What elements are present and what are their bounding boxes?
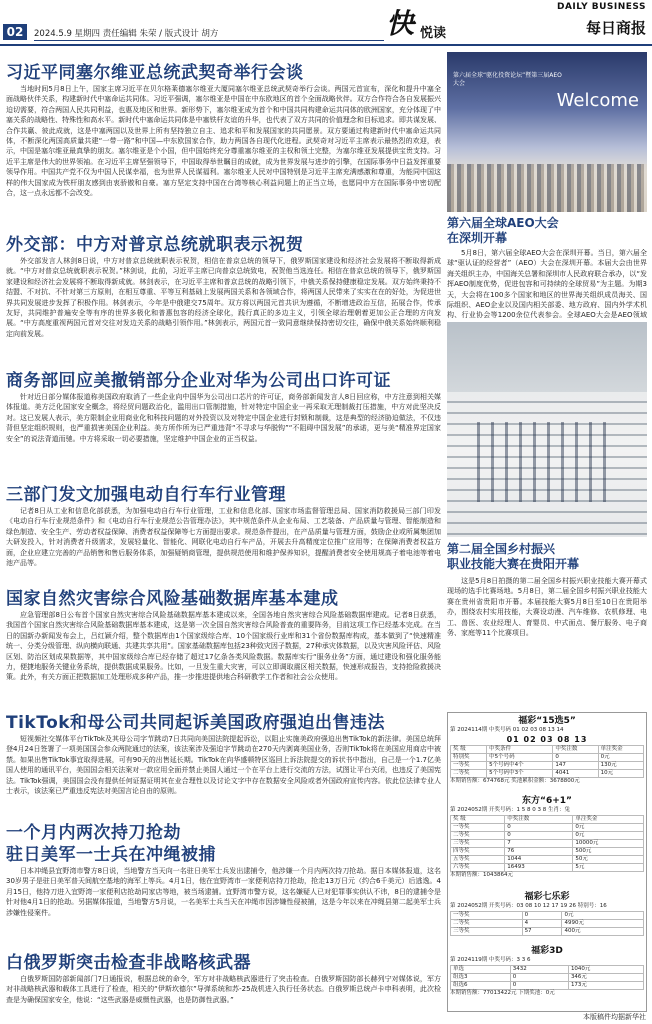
lottery-table <box>450 815 644 872</box>
table-cell: 147 <box>553 761 598 769</box>
section-title: 快 <box>386 7 415 40</box>
lottery-table <box>450 911 644 936</box>
table-row <box>451 815 644 823</box>
table-cell: 单注奖金 <box>573 815 644 823</box>
table-row <box>451 973 644 981</box>
lottery-issue-line: 第 2024119期 中奖号码：3 3 6 <box>450 957 531 963</box>
table-cell: 一等奖 <box>451 911 523 919</box>
article-xi-vucic <box>6 62 441 230</box>
table-cell: 二等奖 <box>451 919 523 927</box>
article-title: 白俄罗斯突击检查非战略核武器 <box>6 953 251 973</box>
table-cell: 0 <box>510 981 568 989</box>
table-cell: 500元 <box>573 847 644 855</box>
lottery-title: 福彩七乐彩 <box>524 892 570 902</box>
table-cell: 0 <box>553 753 598 761</box>
lottery-note: 本期销售额：77013422元 下期奖池：0元 <box>450 989 555 996</box>
article-body: 针对近日部分媒体报道称美国政府取消了一些企业向中国华为公司出口芯片的许可证，商务部新闻发言人8日回应称，中方注意到相关媒体报道。美方泛化国家安全概念，将经贸问题政治化，滥用出口管制措施，针对特定中国企业一再采取无理制裁打压措施，中方对此坚决反对。这已发展人表示，美方限制企业用商业化和科技问题的对外投资以及对特定中国企业进行封锁和制裁，这是典型的经济胁迫做法，不仅违背但坚定组织规则，也严重损害美国企业利益。美方所作所为已严重违背“不寻求与华脱钩”“不阻碍中国发展”的承诺，更与美“精准界定国家安全”的说法背道而驰。中方将采取一切必要措施，坚定维护中国企业的正当权益。 <box>6 393 441 443</box>
lottery-results-box <box>447 712 647 1012</box>
table-cell: 7 <box>505 839 573 847</box>
story-title-rural: 第二届全国乡村振兴 职业技能大赛在贵阳开幕 <box>447 542 580 571</box>
lottery-note: 本期销售额：674768元 奖池累积金额：3678800元 <box>450 777 580 784</box>
table-row <box>451 769 644 777</box>
article-ebike <box>6 484 441 568</box>
table-cell: 4 <box>522 919 562 927</box>
article-title: 习近平同塞尔维亚总统武契奇举行会谈 <box>6 63 304 83</box>
lottery-table <box>450 965 644 990</box>
lottery-issue-line: 第 2024052期 开奖号码：1 5 8 0 3 8 生肖：兔 <box>450 807 570 813</box>
photo-banner-text: 第六届全球“驱化投资论坛”暨第三届AEO大会 <box>453 72 562 87</box>
table-cell: 中奖注数 <box>505 815 573 823</box>
article-title: 商务部回应美撤销部分企业对华为公司出口许可证 <box>6 371 391 391</box>
table-row <box>451 745 644 753</box>
article-body: 短视频社交媒体平台TikTok及其母公司字节跳动7日共同向美国法院提起诉讼，以阻止实施美政府强迫出售TikTok的新法律。美国总统拜登4月24日签署了一项美国国会参众两院通过的法案，该法案涉及强迫字节跳动在270天内剥离美国业务，否则TikTok将在美国应用商店中被禁。如果出售TikTok事宜取得进展，可有90天的出售延长期。TikTok在向华盛顿特区巡回上诉法院提交的诉状书中指出，自己是一个1.7亿美国人使用的通讯平台，美国国会相关法案对一款应用全面并禁止美国人通过一个在平台上进行交流的方法，试图让平台关闭，也违反了美国宪法。TikTok强调，美国国会没有提供任何证据证明其在业合理性以及讨论文字中存在数据安全风险或者外国政府宣传内容。依此位法律专业人士表示，该法案已严重违反宪法对美国言论自由的原则。 <box>6 735 441 796</box>
lottery-numbers: 01 02 03 08 13 <box>506 734 588 744</box>
article-tiktok <box>6 712 441 796</box>
table-cell: 三等奖 <box>451 839 505 847</box>
table-cell: 0 <box>505 823 573 831</box>
table-row <box>451 839 644 847</box>
article-okinawa <box>6 822 441 939</box>
table-row <box>451 863 644 871</box>
table-cell: 中5个号码 <box>487 753 553 761</box>
article-title: 外交部：中方对普京总统就职表示祝贺 <box>6 235 304 255</box>
table-cell: 76 <box>505 847 573 855</box>
table-cell: 173元 <box>568 981 643 989</box>
table-row <box>451 831 644 839</box>
brand-english: DAILY BUSINESS <box>556 2 646 12</box>
table-row <box>451 761 644 769</box>
article-body: 应急管理部8日公布首个国家自然灾害综合风险基础数据库基本建成以来，全国各地自然灾害综合风险基础数据库建成。记者8日获悉，我国首个国家自然灾害综合风险基础数据库基本建成，这是第一次全国自然灾害综合风险普查的重要阵务，目前这项工作已经基本完成。在当日的国新办新闻发布会上，吕红颖介绍，整个数据库由1个国家级综合库、10个国家级行业库和31个省份数据库构成，基本做到了“快速精准统一、分类分级管理、纵向横向联通、共建共享共用”。国家基础数据库包括23种致灾因子数据，27种承灾体数据，以及灾害风险评估、风险区划、防治区划成果数据等，其中国家级综合库已经存储了超过17亿条各类风险数据。数据库实行“服务业务”方面，通过建设和强化服务能力，便捷地服务关键业务系统，提供数据成果服务。比如，一旦发生重大灾害，可以立即调取震区相关数据，快速形成报告，支持抢险救援决策。此外，有关方面正把数据加工处理形成多种产品，推一步推进提供地合科研教学工作者和社会公众使用。 <box>6 611 441 682</box>
table-cell: 400元 <box>562 927 644 935</box>
story-title-aeo: 第六届全球AEO大会 在深圳开幕 <box>447 216 559 245</box>
article-body: 白俄罗斯国防部新闻部门7日通报说，根据总统的命令，军方对非战略核武器进行了突击检查。白俄罗斯国防部长赫列宁对媒体说，军方对非战略核武器和载体工具进行了检查，相关的“伊斯坎德尔”导弹系统和苏-25战机进入执行任务状态。白俄罗斯总统卢卡申科表明，此次检查是为确保国家安全，他说：“这些武器是威慑性武器，也是防御性武器。” <box>6 975 441 1004</box>
table-cell: 5个号码中3个 <box>487 769 553 777</box>
table-cell: 单选 <box>451 965 511 973</box>
table-cell: 0 <box>505 831 573 839</box>
article-mfa-putin <box>6 234 441 360</box>
lottery-issue-line: 第 2024114期 中奖号码 01 02 03 08 13 14 <box>450 727 564 733</box>
aeo-conference-photo <box>447 52 647 212</box>
article-belarus <box>6 952 441 1005</box>
lottery-table <box>450 745 644 778</box>
article-title: 一个月内两次持刀抢劫 驻日美军一士兵在冲绳被捕 <box>6 823 216 865</box>
table-cell: 四等奖 <box>451 847 505 855</box>
article-body: 当地时间5月8日上午，国家主席习近平在贝尔格莱德塞尔维亚大厦同塞尔维亚总统武契奇举行会谈。两国元首宣布，深化和提升中塞全面战略伙伴关系，构建新时代中塞命运共同体。习近平强调，塞尔维亚是中国在中东欧地区的首个全面战略伙伴。双方合作符合各自发展振兴迫切需要，符合两国人民共同利益，也惠及地区和世界。新形势下，塞尔维亚成为首个和中国共同构建命运共同体的欧洲国家，充分体现了中塞关系的战略性、特殊性和高水平。新时代中塞命运共同体是中塞铁杆友谊的升华，也代表了双方共同的价值理念和目标追求。即共谋发展、合作共赢、彼此成就，这是中塞两国以及世界上所有坚持独立自主、追求和平和发展国家的共同愿景。双方要通过构建新时代中塞命运共同体，不断深化两国高质量共建“一带一路”和中国—中东欧国家合作，助力两国各自现代化进程。武契奇对习近平主席表示最热烈的欢迎，表示，中国是塞尔维亚最真挚的朋友。塞尔维亚是个小国，但中国始终充分尊重塞尔维亚的主权和领土完整，为塞尔维亚发展提供宝贵支持。习近平主席是伟大的世界领袖。在习近平主席坚强领导下，中国取得举世瞩目的成就，成为世界发展与进步的引擎，在国际事务中日益发挥重要领导作用。中国共产党不仅为中国人民谋幸福，也为世界人民谋福利。塞尔维亚人民对中国特别是习近平主席充满感激和尊重，为能同中国这样的伟大国家成为铁杆朋友感到由衷骄傲和自豪。塞方坚定支持中国在台湾等核心利益问题上的正当立场，也愿同中方在国际事务中密切配合，这一点永远都不会改变。 <box>6 85 441 198</box>
table-cell: 1040元 <box>568 965 643 973</box>
lottery-dongfang-6plus1 <box>450 795 644 879</box>
lottery-qilecai <box>450 891 644 936</box>
table-cell: 57 <box>522 927 562 935</box>
article-title: 三部门发文加强电动自行车行业管理 <box>6 485 286 505</box>
table-cell: 二等奖 <box>451 831 505 839</box>
table-cell: 一等奖 <box>451 823 505 831</box>
table-cell: 4990元 <box>562 919 644 927</box>
photo-welcome-text: Welcome <box>556 90 639 111</box>
table-row <box>451 981 644 989</box>
table-cell: 4041 <box>553 769 598 777</box>
table-cell: 10元 <box>598 769 643 777</box>
lottery-note: 本期销售额：1043864元 <box>450 871 513 878</box>
lottery-title: 东方“6+1” <box>522 796 572 806</box>
lottery-15x5 <box>450 715 644 785</box>
table-cell: 1044 <box>505 855 573 863</box>
article-body: 记者8日从工业和信息化部获悉，为加强电动自行车行业管理，工业和信息化部、国家市场监督管理总局、国家消防救援局三部门印发《电动自行车行业规范条件》和《电动自行车行业规范公告管理办法》，其中规范条件从企业布局、工艺装备、产品质量与管理、智能制造和绿色制造、安全生产、劳动者权益保障、消费者权益保障等七方面提出要求。规范条件提出，在产品质量与管理方面，鼓励企业或所属集团加大研发投入，针对消费者升级需求，发展轻量化、智能化、网联化电动自行车产品，开展去升高精度定位推广应用等；在保障消费者权益方面，企业应建立完善的产品销售和售后服务体系，加强疑销商管理，提供规范使用和维护保养知识，提醒消费者安全使用规高子着电池等着电池产品等。 <box>6 507 441 568</box>
table-cell: 二等奖 <box>451 769 487 777</box>
table-row <box>451 927 644 935</box>
table-cell: 0 <box>522 911 562 919</box>
story-body-rural: 这是5月8日拍摄的第二届全国乡村振兴职业技能大赛开幕式现场的选手比赛场地。5月8日，第二届全国乡村振兴职业技能大赛在贵州省贵阳市开幕。本届技能大赛5月8日至10日在贵阳举办，围绕农村实用技能，大赛设动漫、汽车维修、农机修理、电工、兽医、农业经理人、育婴员、中式面点、餐厅服务、电子商务、家庭等11个比赛项目。 <box>447 577 647 638</box>
table-cell: 50元 <box>573 855 644 863</box>
contestants-silhouettes <box>477 422 617 502</box>
table-cell: 组选3 <box>451 973 511 981</box>
table-cell: 中奖条件 <box>487 745 553 753</box>
issue-info: 2024.5.9 星期四 责任编辑 朱荣 / 版式设计 胡方 <box>34 29 219 39</box>
section-subtitle: 悦读 <box>420 26 447 41</box>
table-cell: 组选6 <box>451 981 511 989</box>
table-row <box>451 919 644 927</box>
table-row <box>451 911 644 919</box>
table-row <box>451 753 644 761</box>
table-cell: 5元 <box>573 863 644 871</box>
page-number: 02 <box>3 24 27 40</box>
table-cell: 5个号码中4个 <box>487 761 553 769</box>
table-cell: 0 <box>510 973 568 981</box>
table-cell: 三等奖 <box>451 927 523 935</box>
table-cell: 奖 级 <box>451 745 487 753</box>
table-cell: 0元 <box>573 831 644 839</box>
masthead <box>0 0 652 46</box>
brand-chinese: 每日商报 <box>585 19 646 37</box>
table-cell: 单注奖金 <box>598 745 643 753</box>
table-cell: 一等奖 <box>451 761 487 769</box>
table-row <box>451 965 644 973</box>
story-body-aeo: 5月8日，第六届全球AEO大会在深圳开幕。当日，第六届全球“驱认证的经营者”（AEO）大会在深圳开幕。本届大会由世界海关组织主办，中国海关总署和深圳市人民政府联合承办，以“发挥AEO制度优势，促进包容和可持续的全球贸易”为主题。为期3天，大会将在100多个国家和地区的世界海关组织成员海关、国际组织、AEO企业以及国内相关部委、地方政府、国内外学术机构、行业协会等1200余位代表参会。全球AEO大会是AEO领域 <box>447 249 647 320</box>
article-title: 国家自然灾害综合风险基础数据库基本建成 <box>6 589 339 609</box>
header-rule <box>34 40 384 41</box>
article-mofcom-huawei <box>6 370 441 454</box>
lottery-3d <box>450 945 644 997</box>
source-credit: 本版稿件均据新华社 <box>583 1013 646 1021</box>
lottery-issue-line: 第 2024052期 开奖号码：03 08 10 12 17 19 26 特别号：16 <box>450 903 607 909</box>
article-body: 日本冲绳县宜野湾市警方8日说，当地警方当天向一名驻日美军士兵发出逮捕令，他涉嫌一个月内两次持刀抢劫。据日本媒体报道，这名30岁男子是驻日美军普天间航空基地的海军上等兵。4月1日，他在宜野湾市一家便利店持刀抢劫，抢走13万日元（约合6千美元）后逃逸。4月15日，他持刀进入宜野湾一家便利店抢劫同家店等地，被当场逮捕。宜野湾市警方说，这名嫌疑人已对犯罪事实供认不讳，8日的逮捕令是针对他4月1日的抢劫。另据媒体报道，当地警方5月说，一名美军士兵当天在冲绳市因涉嫌性侵被捕，这是今年以来在冲绳县第二起美军士兵涉嫌性侵案件。 <box>6 867 441 917</box>
table-cell: 六等奖 <box>451 863 505 871</box>
table-cell: 奖 级 <box>451 815 505 823</box>
table-cell: 16493 <box>505 863 573 871</box>
table-row <box>451 823 644 831</box>
table-cell: 0元 <box>598 753 643 761</box>
audience-silhouettes <box>447 164 647 212</box>
table-cell: 0元 <box>573 823 644 831</box>
table-cell: 特别奖 <box>451 753 487 761</box>
article-title: TikTok和母公司共同起诉美国政府强迫出售违法 <box>6 713 386 733</box>
table-cell: 10000元 <box>573 839 644 847</box>
table-cell: 130元 <box>598 761 643 769</box>
rural-skills-photo <box>447 322 647 537</box>
lottery-title: 福彩3D <box>531 946 563 956</box>
table-cell: 0元 <box>562 911 644 919</box>
table-row <box>451 855 644 863</box>
table-cell: 中奖注数 <box>553 745 598 753</box>
lottery-title: 福彩“15选5” <box>518 716 576 726</box>
table-cell: 3432 <box>510 965 568 973</box>
table-row <box>451 847 644 855</box>
article-disaster-db <box>6 588 441 704</box>
table-cell: 346元 <box>568 973 643 981</box>
table-cell: 五等奖 <box>451 855 505 863</box>
article-body: 外交部发言人林剑8日说，中方对普京总统就职表示祝贺，相信在普京总统的领导下，俄罗斯国家建设和经济社会发展将不断取得新成就。“中方对普京总统就职表示祝贺。”林剑说，此前，习近平主席已向普京总统致电，祝贺他当选连任。相信在普京总统的领导下，俄罗斯国家建设和经济社会发展将不断取得新成就。林剑表示，在习近平主席和普京总统的战略引领下，中俄关系保持健康稳定发展。双方始终秉持不结盟、不对抗、不针对第三方原则，在相互尊重、平等互利基础上发展两国关系和各领域合作，将两国人民带来了实实在在的好处，为促进世界共同发展进步发挥了积极作用。林剑表示，今年是中俄建交75周年。双方将以两国元首共识为遵循，不断增进政治互信，拓展合作，传承友好，共同维护普遍安全等有序的世界多极化和普惠包容的经济全球化，践行真正的多边主义，引领全球治理朝着更加公正合理的方向发展。“中方高度重视两国元首对交往对发边关系的战略引领作用。”林剑表示，两国元首一致同意继续保持密切交往，确保中俄关系始终顺利稳定向前发展。 <box>6 257 441 338</box>
